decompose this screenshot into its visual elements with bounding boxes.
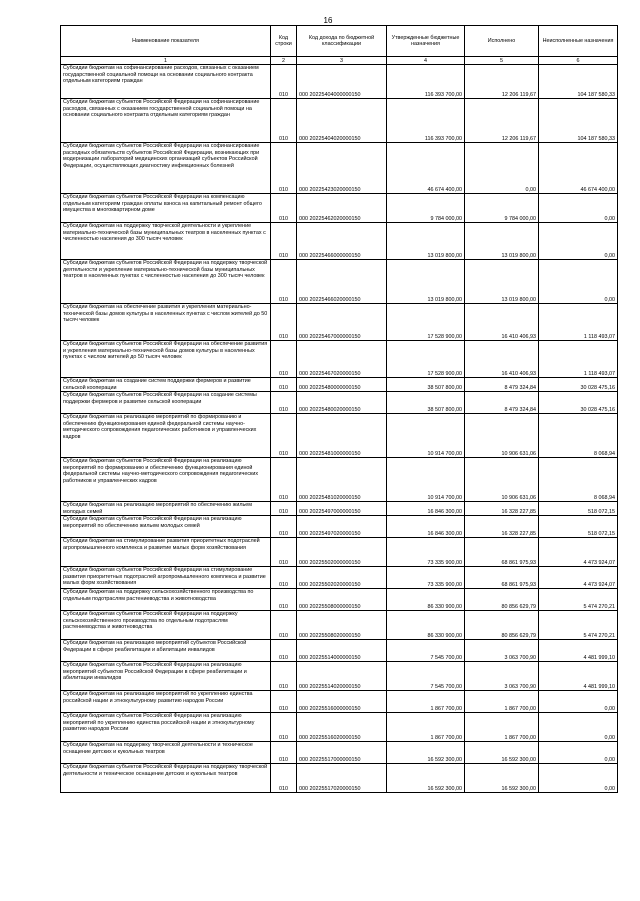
row-name: Субсидии бюджетам на софинансирование расходов, связанных с оказанием государственной социальной помощи на основании социального контракта отдельным категориям граждан — [61, 65, 271, 99]
row-code: 010 — [271, 143, 297, 194]
row-kbk: 000 20225502020000150 — [297, 567, 387, 589]
row-approved: 16 846 300,00 — [387, 502, 465, 516]
row-approved: 1 867 700,00 — [387, 713, 465, 742]
row-name: Субсидии бюджетам на поддержку сельскохозяйственного производства по отдельным подотраслям растениеводства и животноводства — [61, 589, 271, 611]
table-row — [61, 589, 618, 611]
column-number: 4 — [387, 57, 465, 65]
row-kbk: 000 20225508020000150 — [297, 611, 387, 640]
row-code: 010 — [271, 65, 297, 99]
row-approved: 16 592 300,00 — [387, 742, 465, 764]
row-approved: 9 784 000,00 — [387, 194, 465, 223]
table-row — [61, 223, 618, 260]
row-name: Субсидии бюджетам субъектов Российской Федерации на софинансирование расходных обязательств субъектов Российской Федерации, возникающих при модернизации лабораторий медицинских организаций субъектов Российской Федерации, осуществляющих диагностику инфекционных болезней — [61, 143, 271, 194]
row-kbk: 000 20225466000000150 — [297, 223, 387, 260]
row-executed: 1 867 700,00 — [465, 691, 539, 713]
row-code: 010 — [271, 691, 297, 713]
table-row — [61, 99, 618, 143]
row-kbk: 000 20225514020000150 — [297, 662, 387, 691]
table-row — [61, 378, 618, 392]
row-kbk: 000 20225516020000150 — [297, 713, 387, 742]
row-executed: 16 328 227,85 — [465, 502, 539, 516]
row-approved: 116 393 700,00 — [387, 99, 465, 143]
row-unexecuted: 46 674 400,00 — [539, 143, 618, 194]
row-executed: 80 856 629,79 — [465, 611, 539, 640]
row-unexecuted: 518 072,15 — [539, 502, 618, 516]
row-unexecuted: 4 473 924,07 — [539, 538, 618, 567]
row-name: Субсидии бюджетам субъектов Российской Федерации на реализацию мероприятий субъектов Российской Федерации в сфере реабилитации и абилитации инвалидов — [61, 662, 271, 691]
table-body — [61, 65, 618, 793]
row-name: Субсидии бюджетам субъектов Российской Федерации на поддержку творческой деятельности и укрепление материально-технической базы муниципальных театров в населенных пунктах с численностью населения до 300 тысяч человек — [61, 260, 271, 304]
column-number: 3 — [297, 57, 387, 65]
row-approved: 46 674 400,00 — [387, 143, 465, 194]
row-kbk: 000 20225517020000150 — [297, 764, 387, 793]
table-row — [61, 341, 618, 378]
row-approved: 116 393 700,00 — [387, 65, 465, 99]
row-code: 010 — [271, 567, 297, 589]
row-name: Субсидии бюджетам субъектов Российской Федерации на поддержку сельскохозяйственного производства по отдельным подотраслям растениеводства и животноводства — [61, 611, 271, 640]
row-approved: 1 867 700,00 — [387, 691, 465, 713]
row-approved: 7 545 700,00 — [387, 662, 465, 691]
row-approved: 13 019 800,00 — [387, 260, 465, 304]
row-executed: 8 479 324,84 — [465, 392, 539, 414]
row-name: Субсидии бюджетам на поддержку творческой деятельности и техническое оснащение детских и кукольных театров — [61, 742, 271, 764]
row-executed: 80 856 629,79 — [465, 589, 539, 611]
table-row — [61, 458, 618, 502]
row-executed: 8 479 324,84 — [465, 378, 539, 392]
table-row — [61, 502, 618, 516]
row-approved: 10 914 700,00 — [387, 414, 465, 458]
table-row — [61, 567, 618, 589]
table-row — [61, 764, 618, 793]
row-code: 010 — [271, 341, 297, 378]
row-name: Субсидии бюджетам субъектов Российской Федерации на обеспечение развития и укрепления материально-технической базы домов культуры в населенных пунктах с числом жителей до 50 тысяч человек — [61, 341, 271, 378]
row-kbk: 000 20225508000000150 — [297, 589, 387, 611]
row-unexecuted: 104 187 580,33 — [539, 65, 618, 99]
column-number-row — [61, 57, 618, 65]
row-approved: 38 507 800,00 — [387, 392, 465, 414]
row-name: Субсидии бюджетам субъектов Российской Федерации на поддержку творческой деятельности и техническое оснащение детских и кукольных театров — [61, 764, 271, 793]
table-row — [61, 713, 618, 742]
row-approved: 17 528 900,00 — [387, 341, 465, 378]
row-kbk: 000 20225467020000150 — [297, 341, 387, 378]
row-unexecuted: 30 028 475,16 — [539, 378, 618, 392]
row-kbk: 000 20225480000000150 — [297, 378, 387, 392]
row-unexecuted: 0,00 — [539, 691, 618, 713]
header-kbk: Код дохода по бюджетной классификации — [297, 26, 387, 57]
row-code: 010 — [271, 458, 297, 502]
row-code: 010 — [271, 589, 297, 611]
row-approved: 86 330 900,00 — [387, 589, 465, 611]
row-unexecuted: 4 473 924,07 — [539, 567, 618, 589]
row-executed: 3 063 700,90 — [465, 662, 539, 691]
row-name: Субсидии бюджетам субъектов Российской Федерации на компенсацию отдельным категориям граждан оплаты взноса на капитальный ремонт общего имущества в многоквартирном доме — [61, 194, 271, 223]
row-code: 010 — [271, 640, 297, 662]
header-name: Наименование показателя — [61, 26, 271, 57]
row-executed: 3 063 700,90 — [465, 640, 539, 662]
row-code: 010 — [271, 392, 297, 414]
column-number: 2 — [271, 57, 297, 65]
row-code: 010 — [271, 260, 297, 304]
row-code: 010 — [271, 742, 297, 764]
row-code: 010 — [271, 378, 297, 392]
row-approved: 73 335 900,00 — [387, 538, 465, 567]
row-name: Субсидии бюджетам на реализацию мероприятий по формированию и обеспечению функционирования единой федеральной системы научно-методического сопровождения педагогических работников и управленческих кадров — [61, 414, 271, 458]
row-unexecuted: 104 187 580,33 — [539, 99, 618, 143]
row-kbk: 000 20225404000000150 — [297, 65, 387, 99]
row-kbk: 000 20225404020000150 — [297, 99, 387, 143]
row-kbk: 000 20225466020000150 — [297, 260, 387, 304]
row-code: 010 — [271, 304, 297, 341]
row-executed: 10 906 631,06 — [465, 414, 539, 458]
row-code: 010 — [271, 611, 297, 640]
row-unexecuted: 30 028 475,16 — [539, 392, 618, 414]
row-executed: 1 867 700,00 — [465, 713, 539, 742]
row-name: Субсидии бюджетам на поддержку творческой деятельности и укрепление материально-технической базы муниципальных театров в населенных пунктах с численностью населения до 300 тысяч человек — [61, 223, 271, 260]
row-code: 010 — [271, 538, 297, 567]
header-approved: Утвержденные бюджетные назначения — [387, 26, 465, 57]
row-executed: 9 784 000,00 — [465, 194, 539, 223]
row-name: Субсидии бюджетам субъектов Российской Федерации на реализацию мероприятий по укреплению единства российской нации и этнокультурному развитию народов России — [61, 713, 271, 742]
column-number: 1 — [61, 57, 271, 65]
row-unexecuted: 1 118 493,07 — [539, 341, 618, 378]
row-code: 010 — [271, 99, 297, 143]
table-row — [61, 65, 618, 99]
row-name: Субсидии бюджетам на стимулирование развития приоритетных подотраслей агропромышленного комплекса и развитие малых форм хозяйствования — [61, 538, 271, 567]
row-executed: 13 019 800,00 — [465, 223, 539, 260]
row-name: Субсидии бюджетам субъектов Российской Федерации на софинансирование расходов, связанных с оказанием государственной социальной помощи на основании социального контракта отдельным категориям граждан — [61, 99, 271, 143]
row-executed: 12 206 119,67 — [465, 65, 539, 99]
row-unexecuted: 5 474 270,21 — [539, 611, 618, 640]
row-name: Субсидии бюджетам субъектов Российской Федерации на реализацию мероприятий по обеспечению жильем молодых семей — [61, 516, 271, 538]
row-approved: 38 507 800,00 — [387, 378, 465, 392]
table-row — [61, 194, 618, 223]
table-row — [61, 392, 618, 414]
row-executed: 16 410 406,93 — [465, 341, 539, 378]
row-name: Субсидии бюджетам на реализацию мероприятий по обеспечению жильем молодых семей — [61, 502, 271, 516]
row-code: 010 — [271, 194, 297, 223]
row-name: Субсидии бюджетам на обеспечение развития и укрепления материально-технической базы домов культуры в населенных пунктах с числом жителей до 50 тысяч человек — [61, 304, 271, 341]
table-row — [61, 516, 618, 538]
row-unexecuted: 518 072,15 — [539, 516, 618, 538]
table-row — [61, 640, 618, 662]
row-unexecuted: 4 481 999,10 — [539, 640, 618, 662]
table-row — [61, 662, 618, 691]
row-name: Субсидии бюджетам субъектов Российской Федерации на реализацию мероприятий по формированию и обеспечению функционирования единой федеральной системы научно-методического сопровождения педагогических работников и управленческих кадров — [61, 458, 271, 502]
row-code: 010 — [271, 223, 297, 260]
row-kbk: 000 20225423020000150 — [297, 143, 387, 194]
column-number: 5 — [465, 57, 539, 65]
table-row — [61, 304, 618, 341]
budget-revenue-table — [60, 25, 618, 793]
row-unexecuted: 0,00 — [539, 742, 618, 764]
row-code: 010 — [271, 516, 297, 538]
row-kbk: 000 20225497020000150 — [297, 516, 387, 538]
row-executed: 10 906 631,06 — [465, 458, 539, 502]
row-code: 010 — [271, 414, 297, 458]
row-unexecuted: 8 068,94 — [539, 414, 618, 458]
row-kbk: 000 20225480020000150 — [297, 392, 387, 414]
header-code: Код строки — [271, 26, 297, 57]
row-executed: 13 019 800,00 — [465, 260, 539, 304]
row-approved: 10 914 700,00 — [387, 458, 465, 502]
table-row — [61, 691, 618, 713]
row-kbk: 000 20225467000000150 — [297, 304, 387, 341]
row-kbk: 000 20225481000000150 — [297, 414, 387, 458]
table-row — [61, 538, 618, 567]
row-executed: 12 206 119,67 — [465, 99, 539, 143]
row-approved: 17 528 900,00 — [387, 304, 465, 341]
row-name: Субсидии бюджетам на создание систем поддержки фермеров и развитие сельской кооперации — [61, 378, 271, 392]
row-approved: 16 592 300,00 — [387, 764, 465, 793]
row-name: Субсидии бюджетам субъектов Российской Федерации на создание системы поддержки фермеров и развитие сельской кооперации — [61, 392, 271, 414]
table-header-row — [61, 26, 618, 57]
table-row — [61, 143, 618, 194]
row-kbk: 000 20225514000000150 — [297, 640, 387, 662]
row-approved: 86 330 900,00 — [387, 611, 465, 640]
row-kbk: 000 20225516000000150 — [297, 691, 387, 713]
row-kbk: 000 20225517000000150 — [297, 742, 387, 764]
row-approved: 13 019 800,00 — [387, 223, 465, 260]
row-unexecuted: 0,00 — [539, 194, 618, 223]
row-executed: 16 592 300,00 — [465, 764, 539, 793]
row-kbk: 000 20225497000000150 — [297, 502, 387, 516]
row-unexecuted: 0,00 — [539, 260, 618, 304]
row-name: Субсидии бюджетам на реализацию мероприятий субъектов Российской Федерации в сфере реабилитации и абилитации инвалидов — [61, 640, 271, 662]
row-approved: 16 846 300,00 — [387, 516, 465, 538]
row-code: 010 — [271, 662, 297, 691]
row-unexecuted: 0,00 — [539, 713, 618, 742]
row-executed: 16 592 300,00 — [465, 742, 539, 764]
table-row — [61, 611, 618, 640]
row-unexecuted: 5 474 270,21 — [539, 589, 618, 611]
row-unexecuted: 0,00 — [539, 764, 618, 793]
row-executed: 68 861 975,93 — [465, 538, 539, 567]
row-unexecuted: 8 068,94 — [539, 458, 618, 502]
row-unexecuted: 0,00 — [539, 223, 618, 260]
table-row — [61, 414, 618, 458]
row-kbk: 000 20225462020000150 — [297, 194, 387, 223]
table-row — [61, 260, 618, 304]
row-name: Субсидии бюджетам субъектов Российской Федерации на стимулирование развития приоритетных подотраслей агропромышленного комплекса и развитие малых форм хозяйствования — [61, 567, 271, 589]
row-executed: 68 861 975,93 — [465, 567, 539, 589]
row-kbk: 000 20225502000000150 — [297, 538, 387, 567]
row-executed: 0,00 — [465, 143, 539, 194]
header-unexecuted: Неисполненные назначения — [539, 26, 618, 57]
row-unexecuted: 1 118 493,07 — [539, 304, 618, 341]
column-number: 6 — [539, 57, 618, 65]
row-executed: 16 328 227,85 — [465, 516, 539, 538]
row-code: 010 — [271, 713, 297, 742]
row-kbk: 000 20225481020000150 — [297, 458, 387, 502]
header-executed: Исполнено — [465, 26, 539, 57]
row-name: Субсидии бюджетам на реализацию мероприятий по укреплению единства российской нации и этнокультурному развитию народов России — [61, 691, 271, 713]
row-executed: 16 410 406,93 — [465, 304, 539, 341]
row-code: 010 — [271, 502, 297, 516]
page-number: 16 — [323, 16, 333, 25]
row-approved: 73 335 900,00 — [387, 567, 465, 589]
row-approved: 7 545 700,00 — [387, 640, 465, 662]
row-unexecuted: 4 481 999,10 — [539, 662, 618, 691]
row-code: 010 — [271, 764, 297, 793]
table-row — [61, 742, 618, 764]
